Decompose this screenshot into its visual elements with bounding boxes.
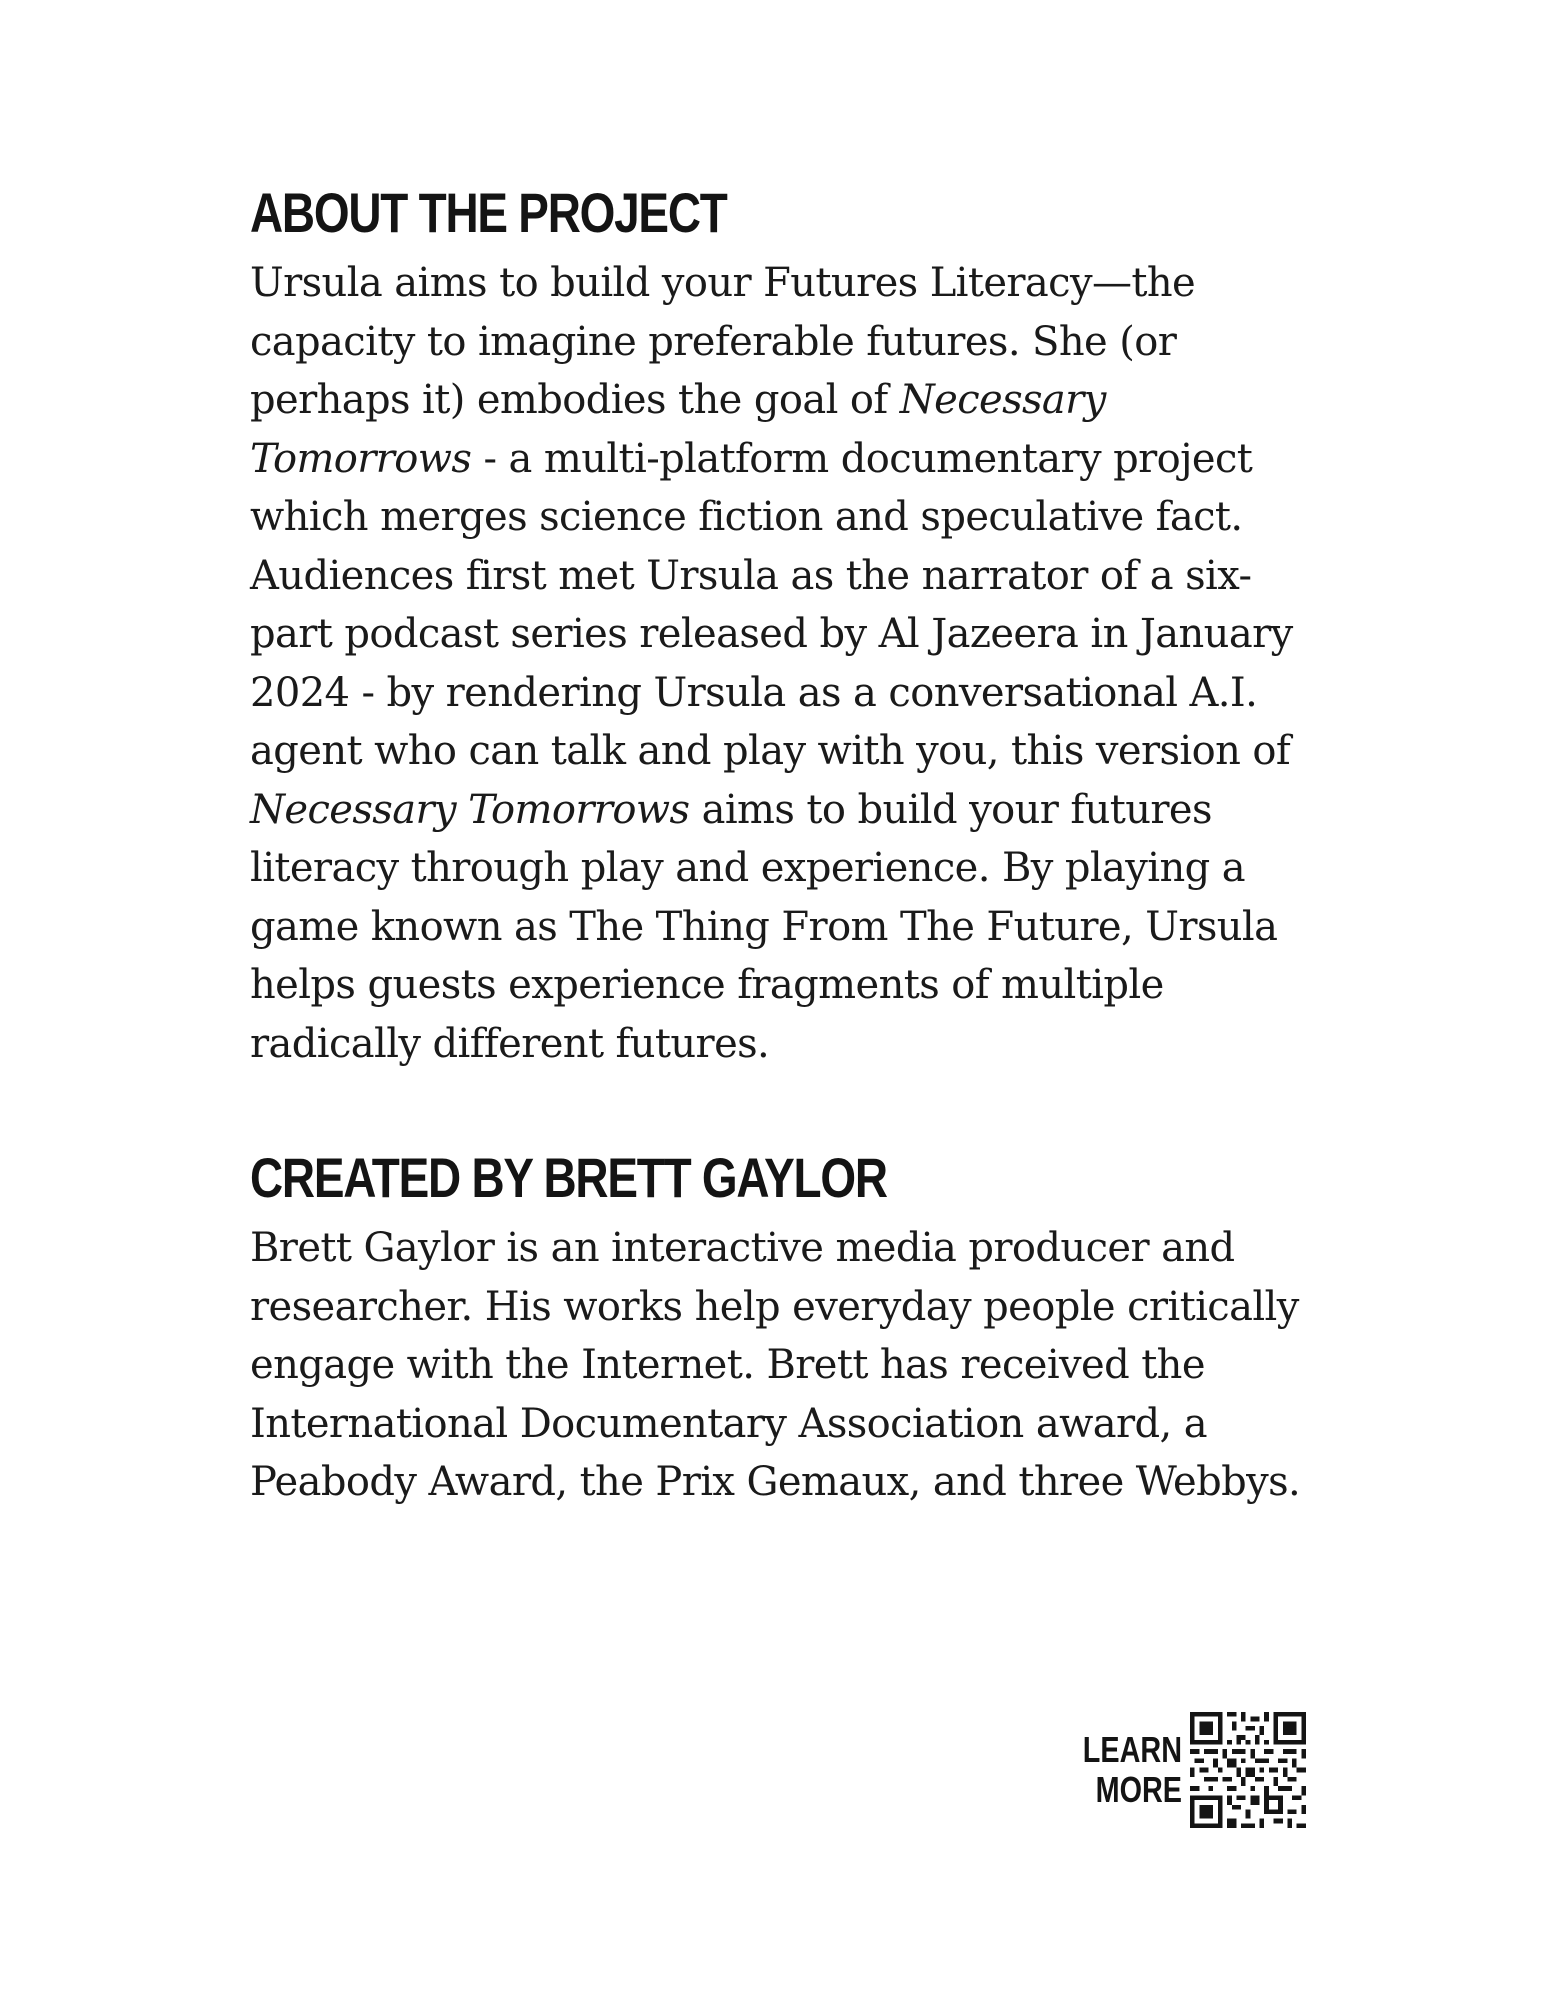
learn-more-block[interactable] bbox=[1058, 1712, 1306, 1828]
about-title-italic-2: Necessary Tomorrows bbox=[250, 786, 690, 833]
learn-more-line-1: LEARN bbox=[1082, 1729, 1182, 1770]
about-text-1: Ursula aims to build your Futures Literacy—the capacity to imagine preferable futures. She (or perhaps it) embodies the goal of bbox=[250, 260, 1196, 423]
creator-paragraph: Brett Gaylor is an interactive media producer and researcher. His works help everyday people critically engage with the Internet. Brett has received the International Documentary Association award, a Peabody Award, the Prix Gemaux, and three Webbys. bbox=[250, 1225, 1301, 1505]
about-title-italic-1: Necessary Tomorrows bbox=[250, 377, 1106, 482]
learn-more-line-2: MORE bbox=[1095, 1769, 1182, 1810]
about-text-3: aims to build your futures literacy through play and experience. By playing a game known as The Thing From The Future, Ursula helps guests experience fragments of multiple radically different futures. bbox=[250, 786, 1278, 1067]
about-paragraph bbox=[250, 254, 1310, 1073]
page-content bbox=[250, 178, 1310, 1512]
qr-code-icon[interactable] bbox=[1190, 1712, 1306, 1828]
learn-more-label bbox=[1083, 1730, 1182, 1810]
creator-heading: CREATED BY BRETT GAYLOR bbox=[250, 1146, 887, 1209]
about-text-2: - a multi-platform documentary project which merges science fiction and speculative fact. Audiences first met Ursula as the narrator of a six-part podcast series released by Al Jazeera in January 2024 - by rendering Ursula as a conversational A.I. agent who can talk and play with you, this version of bbox=[250, 435, 1293, 774]
about-heading: ABOUT THE PROJECT bbox=[250, 181, 727, 244]
